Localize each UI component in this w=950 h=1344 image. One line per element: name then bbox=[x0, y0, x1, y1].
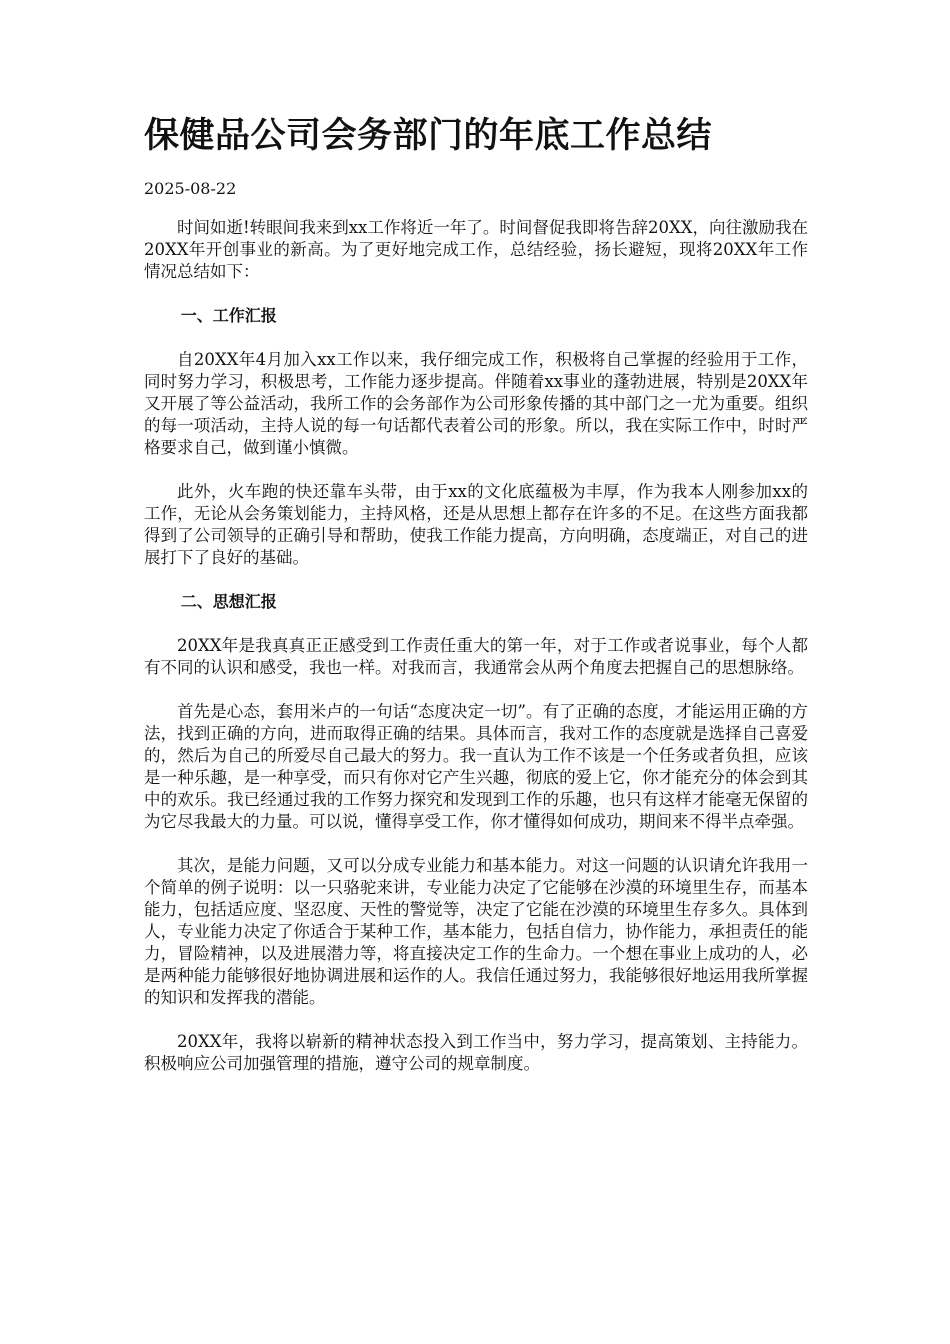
body-paragraph: 自20XX年4月加入xx工作以来，我仔细完成工作，积极将自己掌握的经验用于工作，同时努力学习，积极思考，工作能力逐步提高。伴随着xx事业的蓬勃进展，特别是20XX年又开展了等公益活动，我所工作的会务部作为公司形象传播的其中部门之一尤为重要。组织的每一项活动，主持人说的每一句话都代表着公司的形象。所以，我在实际工作中，时时严格要求自己，做到谨小慎微。 bbox=[144, 350, 808, 457]
closing-paragraph: 20XX年，我将以崭新的精神状态投入到工作当中，努力学习，提高策划、主持能力。积极响应公司加强管理的措施，遵守公司的规章制度。 bbox=[144, 1032, 808, 1073]
section-heading-thought-report: 二、思想汇报 bbox=[180, 592, 277, 611]
body-paragraph: 20XX年是我真真正正感受到工作责任重大的第一年，对于工作或者说事业，每个人都有不同的认识和感受，我也一样。对我而言，我通常会从两个角度去把握自己的思想脉络。 bbox=[144, 636, 808, 677]
body-paragraph: 此外，火车跑的快还靠车头带，由于xx的文化底蕴极为丰厚，作为我本人刚参加xx的工作，无论从会务策划能力，主持风格，还是从思想上都存在许多的不足。在这些方面我都得到了公司领导的正确引导和帮助，使我工作能力提高，方向明确，态度端正，对自己的进展打下了良好的基础。 bbox=[144, 482, 808, 567]
document-page bbox=[144, 108, 808, 1075]
body-paragraph: 首先是心态，套用米卢的一句话“态度决定一切”。有了正确的态度，才能运用正确的方法，找到正确的方向，进而取得正确的结果。具体而言，我对工作的态度就是选择自己喜爱的，然后为自己的所爱尽自己最大的努力。我一直认为工作不该是一个任务或者负担，应该是一种乐趣，是一种享受，而只有你对它产生兴趣，彻底的爱上它，你才能充分的体会到其中的欢乐。我已经通过我的工作努力探究和发现到工作的乐趣，也只有这样才能毫无保留的为它尽我最大的力量。可以说，懂得享受工作，你才懂得如何成功，期间来不得半点牵强。 bbox=[144, 702, 808, 831]
document-title: 保健品公司会务部门的年底工作总结 bbox=[144, 116, 713, 156]
section-heading-work-report: 一、工作汇报 bbox=[180, 306, 277, 325]
document-date: 2025-08-22 bbox=[144, 179, 237, 198]
intro-paragraph: 时间如逝!转眼间我来到xx工作将近一年了。时间督促我即将告辞20XX，向往激励我在20XX年开创事业的新高。为了更好地完成工作，总结经验，扬长避短，现将20XX年工作情况总结如下： bbox=[144, 218, 808, 281]
body-paragraph: 其次，是能力问题，又可以分成专业能力和基本能力。对这一问题的认识请允许我用一个简单的例子说明：以一只骆驼来讲，专业能力决定了它能够在沙漠的环境里生存，而基本能力，包括适应度、坚忍度、天性的警觉等，决定了它能在沙漠的环境里生存多久。具体到人，专业能力决定了你适合于某种工作，基本能力，包括自信力，协作能力，承担责任的能力，冒险精神，以及进展潜力等，将直接决定工作的生命力。一个想在事业上成功的人，必是两种能力能够很好地协调进展和运作的人。我信任通过努力，我能够很好地运用我所掌握的知识和发挥我的潜能。 bbox=[144, 856, 808, 1007]
